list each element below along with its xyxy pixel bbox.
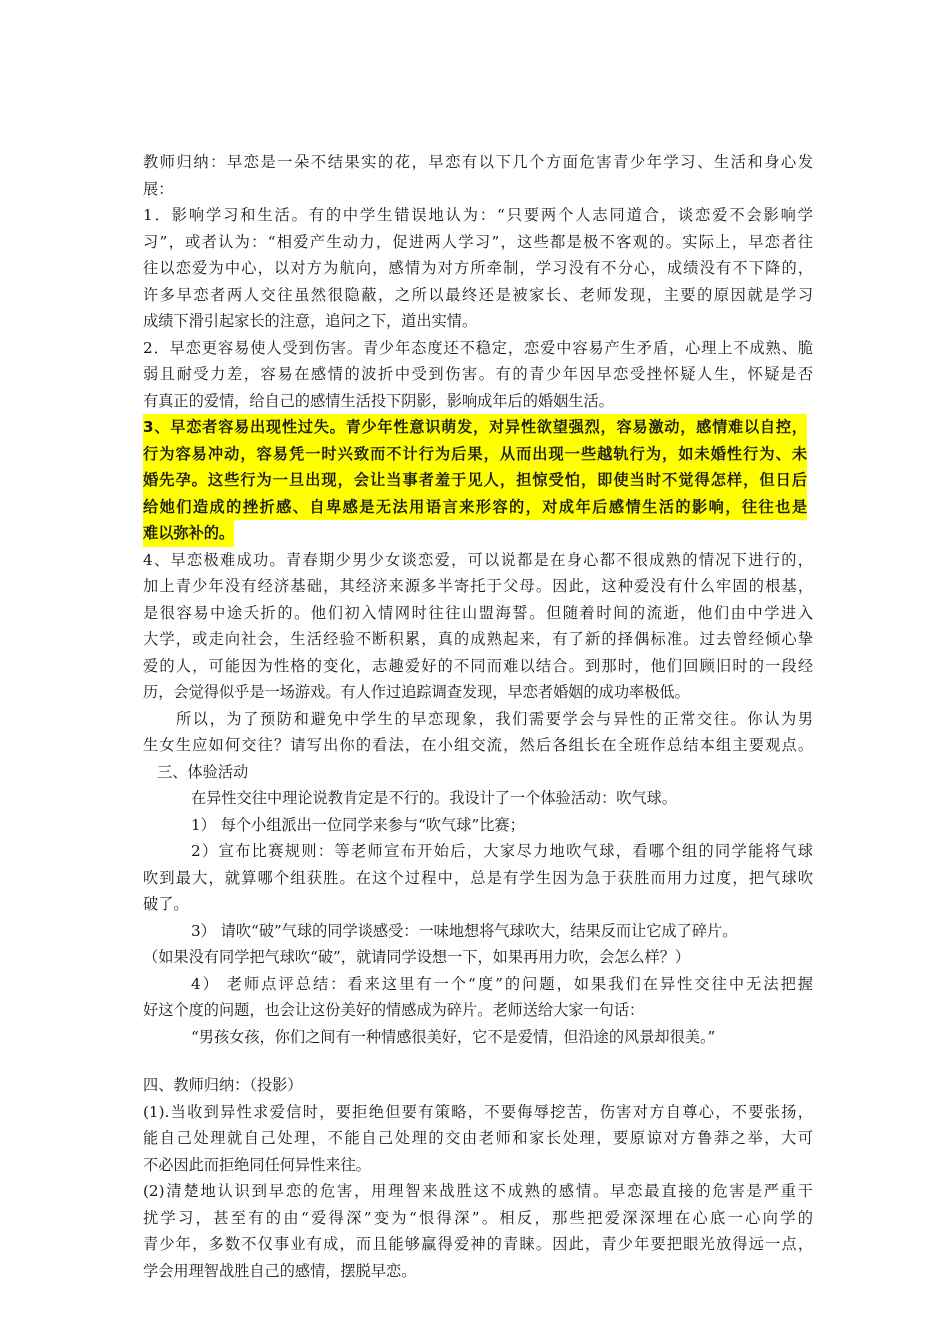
text-line: 所以，为了预防和避免中学生的早恋现象，我们需要学会与异性的正常交往。你认为男 (176, 709, 813, 728)
point-4 (143, 547, 813, 706)
activity-step-2 (143, 838, 813, 918)
document-body (143, 149, 813, 1284)
highlighted-line: 行为容易冲动，容易凭一时兴致而不计行为后果，从而出现一些越轨行为，如未婚性行为、未 (143, 441, 807, 468)
text-line: 4、早恋极难成功。青春期少男少女谈恋爱，可以说都是在身心都不很成熟的情况下进行的， (143, 550, 813, 569)
text-line: 习”，或者认为：“相爱产生动力，促进两人学习”，这些都是极不客观的。实际上，早恋者往 (143, 232, 813, 251)
highlighted-line: 3、早恋者容易出现性过失。青少年性意识萌发，对异性欲望强烈，容易激动，感情难以自控， (143, 414, 807, 441)
text-line: 许多早恋者两人交往虽然很隐蔽，之所以最终还是被家长、老师发现，主要的原因就是学习 (143, 285, 813, 304)
highlighted-line: 难以弥补的。 (143, 520, 234, 547)
text-line: 能自己处理就自己处理，不能自己处理的交由老师和家长处理，要原谅对方鲁莽之举，大可 (143, 1129, 813, 1147)
activity-intro: 在异性交往中理论说教肯定是不行的。我设计了一个体验活动：吹气球。 (191, 789, 677, 807)
highlighted-line: 婚先孕。这些行为一旦出现，会让当事者羞于见人，担惊受怕，即使当时不觉得怎样，但日后 (143, 467, 807, 494)
text-line: 破了。 (143, 895, 189, 913)
text-line: 4） 老师点评总结：看来这里有一个“度”的问题，如果我们在异性交往中无法把握 (191, 974, 813, 993)
section-heading-summary: 四、教师归纳：（投影） (143, 1076, 303, 1094)
point-1 (143, 202, 813, 335)
text-line: 吹到最大，就算哪个组获胜。在这个过程中，总是有学生因为急于获胜而用力过度，把气球吹 (143, 868, 813, 887)
text-line: 大学，或走向社会，生活经验不断积累，真的成熟起来，有了新的择偶标准。过去曾经倾心挚 (143, 630, 813, 648)
point-3-highlighted (143, 414, 813, 547)
text-line: 往以恋爱为中心，以对方为航向，感情为对方所牵制，学习没有不分心，成绩没有不下降的， (143, 259, 813, 277)
section-heading-activity: 三、体验活动 (157, 762, 249, 781)
text-line: 扰学习，甚至有的由“爱得深”变为“恨得深”。相反，那些把爱深深埋在心底一心向学的 (143, 1208, 813, 1227)
paragraph-gap (143, 1050, 813, 1072)
teacher-quote: “男孩女孩，你们之间有一种情感很美好，它不是爱情，但沿途的风景却很美。” (191, 1027, 716, 1046)
summary-item-1 (143, 1099, 813, 1179)
text-line: 2）宣布比赛规则：等老师宣布开始后，大家尽力地吹气球，看哪个组的同学能将气球 (191, 842, 813, 860)
summary-intro (143, 149, 813, 202)
text-line: 成绩下滑引起家长的注意，追问之下，道出实情。 (143, 312, 478, 330)
text-line: 3） 请吹“破”气球的同学谈感受：一味地想将气球吹大，结果反而让它成了碎片。 (191, 921, 738, 940)
text-line: 1．影响学习和生活。有的中学生错误地认为：“只要两个人志同道合，谈恋爱不会影响学 (143, 206, 813, 224)
text-line: 弱且耐受力差，容易在感情的波折中受到伤害。有的青少年因早恋受挫怀疑人生，怀疑是否 (143, 365, 813, 383)
highlighted-line: 给她们造成的挫折感、自卑感是无法用语言来形容的，对成年后感情生活的影响，往往也是 (143, 494, 807, 521)
text-line: 2．早恋更容易使人受到伤害。青少年态度还不稳定，恋爱中容易产生矛盾，心理上不成熟、脆 (143, 338, 813, 357)
text-line: 青少年，多数不仅事业有成，而且能够赢得爱神的青睐。因此，青少年要把眼光放得远一点， (143, 1235, 813, 1253)
summary-item-2 (143, 1178, 813, 1284)
discussion-prompt (143, 706, 813, 759)
point-2 (143, 335, 813, 415)
text-line: 有真正的爱情，给自己的感情生活投下阴影，影响成年后的婚姻生活。 (143, 391, 614, 410)
text-line: 不必因此而拒绝同任何异性来往。 (143, 1155, 371, 1174)
text-line: (2)清楚地认识到早恋的危害，用理智来战胜这不成熟的感情。早恋最直接的危害是严重干 (143, 1182, 813, 1200)
text-line: 好这个度的问题，也会让这份美好的情感成为碎片。老师送给大家一句话： (143, 1001, 645, 1019)
text-line: 爱的人，可能因为性格的变化，志趣爱好的不同而难以结合。到那时，他们回顾旧时的一段经 (143, 656, 813, 675)
text-line: 是很容易中途夭折的。他们初入情网时往往山盟海誓。但随着时间的流逝，他们由中学进入 (143, 603, 813, 622)
activity-step-3 (143, 918, 813, 971)
text-line: 加上青少年没有经济基础，其经济来源多半寄托于父母。因此，这种爱没有什么牢固的根基， (143, 577, 813, 595)
text-line: (1).当收到异性求爱信时，要拒绝但要有策略，不要侮辱挖苦，伤害对方自尊心，不要张扬， (143, 1102, 813, 1121)
activity-step-1: 1） 每个小组派出一位同学来参与“吹气球”比赛； (191, 815, 525, 834)
text-line: （如果没有同学把气球吹“破”，就请同学设想一下，如果再用力吹，会怎么样？） (143, 948, 691, 966)
text-line: 历，会觉得似乎是一场游戏。有人作过追踪调查发现，早恋者婚姻的成功率极低。 (143, 683, 690, 701)
text-line: 展： (143, 179, 174, 198)
text-line: 生女生应如何交往？请写出你的看法，在小组交流，然后各组长在全班作总结本组主要观点。 (143, 736, 813, 754)
activity-step-4 (143, 971, 813, 1024)
text-line: 教师归纳：早恋是一朵不结果实的花，早恋有以下几个方面危害青少年学习、生活和身心发 (143, 153, 813, 171)
text-line: 学会用理智战胜自己的感情，摆脱早恋。 (143, 1261, 417, 1280)
